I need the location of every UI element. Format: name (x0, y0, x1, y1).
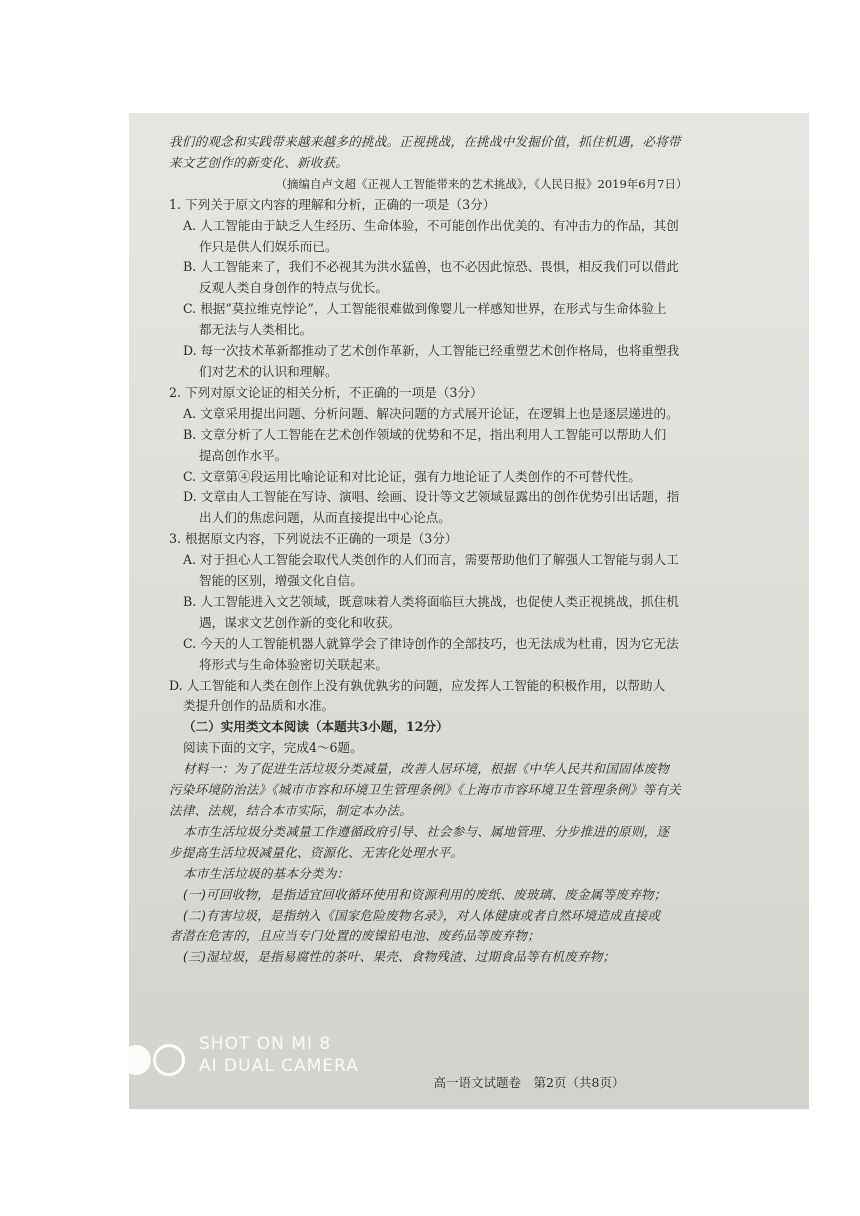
text-line: 3. 根据原文内容，下列说法不正确的一项是（3分） (169, 531, 458, 547)
watermark-line-1: SHOT ON MI 8 (199, 1034, 332, 1054)
text-line: (一)可回收物，是指适宜回收循环使用和资源利用的废纸、废玻璃、废金属等废弃物； (183, 886, 667, 902)
text-line: 2. 下列对原文论证的相关分析，不正确的一项是（3分） (169, 384, 483, 400)
text-line: 本市生活垃圾的基本分类为： (183, 865, 350, 881)
text-line: 阅读下面的文字，完成4～6题。 (183, 740, 363, 756)
text-line: 类提升创作的品质和水准。 (183, 698, 335, 714)
watermark-dot-icon (129, 1045, 151, 1075)
text-line: B. 人工智能来了，我们不必视其为洪水猛兽，也不必因此惊恐、畏惧，相反我们可以借此 (183, 259, 679, 275)
text-line: D. 人工智能和人类在创作上没有孰优孰劣的问题，应发挥人工智能的积极作用，以帮助人 (169, 677, 666, 693)
exam-page-text (169, 132, 794, 968)
text-line: 者潜在危害的，且应当专门处置的废镍铅电池、废药品等废弃物； (169, 928, 541, 944)
text-line: D. 文章由人工智能在写诗、演唱、绘画、设计等文艺领域显露出的创作优势引出话题，指 (183, 489, 680, 505)
text-line: （二）实用类文本阅读（本题共3小题，12分） (183, 719, 449, 735)
text-line: （摘编自卢文超《正视人工智能带来的艺术挑战》，《人民日报》2019年6月7日） (275, 176, 688, 191)
text-line: B. 文章分析了人工智能在艺术创作领域的优势和不足，指出利用人工智能可以帮助人们 (183, 426, 667, 442)
text-line: 污染环境防治法》《城市市容和环境卫生管理条例》《上海市市容环境卫生管理条例》等有关 (169, 782, 681, 798)
text-line: 我们的观念和实践带来越来越多的挑战。正视挑战，在挑战中发掘价值，抓住机遇，必将带 (169, 134, 681, 149)
text-line: (二)有害垃圾，是指纳入《国家危险废物名录》，对人体健康或者自然环境造成直接或 (183, 907, 661, 923)
camera-watermark (129, 1031, 429, 1091)
text-line: 出人们的焦虑问题，从而直接提出中心论点。 (199, 510, 451, 526)
watermark-ring-icon (153, 1044, 185, 1076)
text-line: 法律、法规，结合本市实际，制定本办法。 (169, 803, 413, 818)
text-line: (三)湿垃圾，是指易腐性的茶叶、果壳、食物残渣、过期食品等有机废弃物； (183, 949, 616, 965)
text-line: 1. 下列关于原文内容的理解和分析，正确的一项是（3分） (169, 196, 496, 212)
text-line: 材料一：为了促进生活垃圾分类减量，改善人居环境，根据《中华人民共和国固体废物 (183, 761, 670, 777)
text-line: 反观人类自身创作的特点与优长。 (199, 280, 388, 296)
text-line: 将形式与生命体验密切关联起来。 (199, 656, 388, 672)
text-line: 本市生活垃圾分类减量工作遵循政府引导、社会参与、属地管理、分步推进的原则，逐 (183, 823, 670, 839)
watermark-line-2: AI DUAL CAMERA (199, 1056, 359, 1076)
text-line: 都无法与人类相比。 (199, 322, 313, 338)
text-line: A. 对于担心人工智能会取代人类创作的人们而言，需要帮助他们了解强人工智能与弱人工 (183, 552, 679, 568)
page-footer: 高一语文试题卷 第2页（共8页） (433, 1075, 625, 1090)
text-line: A. 人工智能由于缺乏人生经历、生命体验，不可能创作出优美的、有冲击力的作品，其创 (183, 217, 679, 233)
text-line: C. 今天的人工智能机器人就算学会了律诗创作的全部技巧，也无法成为杜甫，因为它无法 (183, 635, 679, 651)
text-line: C. 根据“莫拉维克悖论”，人工智能很难做到像婴儿一样感知世界，在形式与生命体验上 (183, 301, 667, 317)
text-line: A. 文章采用提出问题、分析问题、解决问题的方式展开论证，在逻辑上也是逐层递进的。 (183, 405, 679, 421)
text-line: C. 文章第④段运用比喻论证和对比论证，强有力地论证了人类创作的不可替代性。 (183, 468, 641, 484)
text-line: 们对艺术的认识和理解。 (199, 363, 338, 379)
text-line: D. 每一次技术革新都推动了艺术创作革新，人工智能已经重塑艺术创作格局，也将重塑我 (183, 343, 680, 359)
text-line: 步提高生活垃圾减量化、资源化、无害化处理水平。 (169, 844, 464, 860)
text-line: 遇，谋求文艺创作新的变化和收获。 (199, 614, 401, 630)
text-line: 作只是供人们娱乐而已。 (199, 238, 338, 254)
text-line: 提高创作水平。 (199, 447, 288, 463)
text-line: 智能的区别，增强文化自信。 (199, 573, 363, 589)
text-line: B. 人工智能进入文艺领域，既意味着人类将面临巨大挑战，也促使人类正视挑战，抓住机 (183, 593, 679, 609)
photographed-page (129, 113, 809, 1109)
text-line: 来文艺创作的新变化、新收获。 (169, 154, 349, 170)
